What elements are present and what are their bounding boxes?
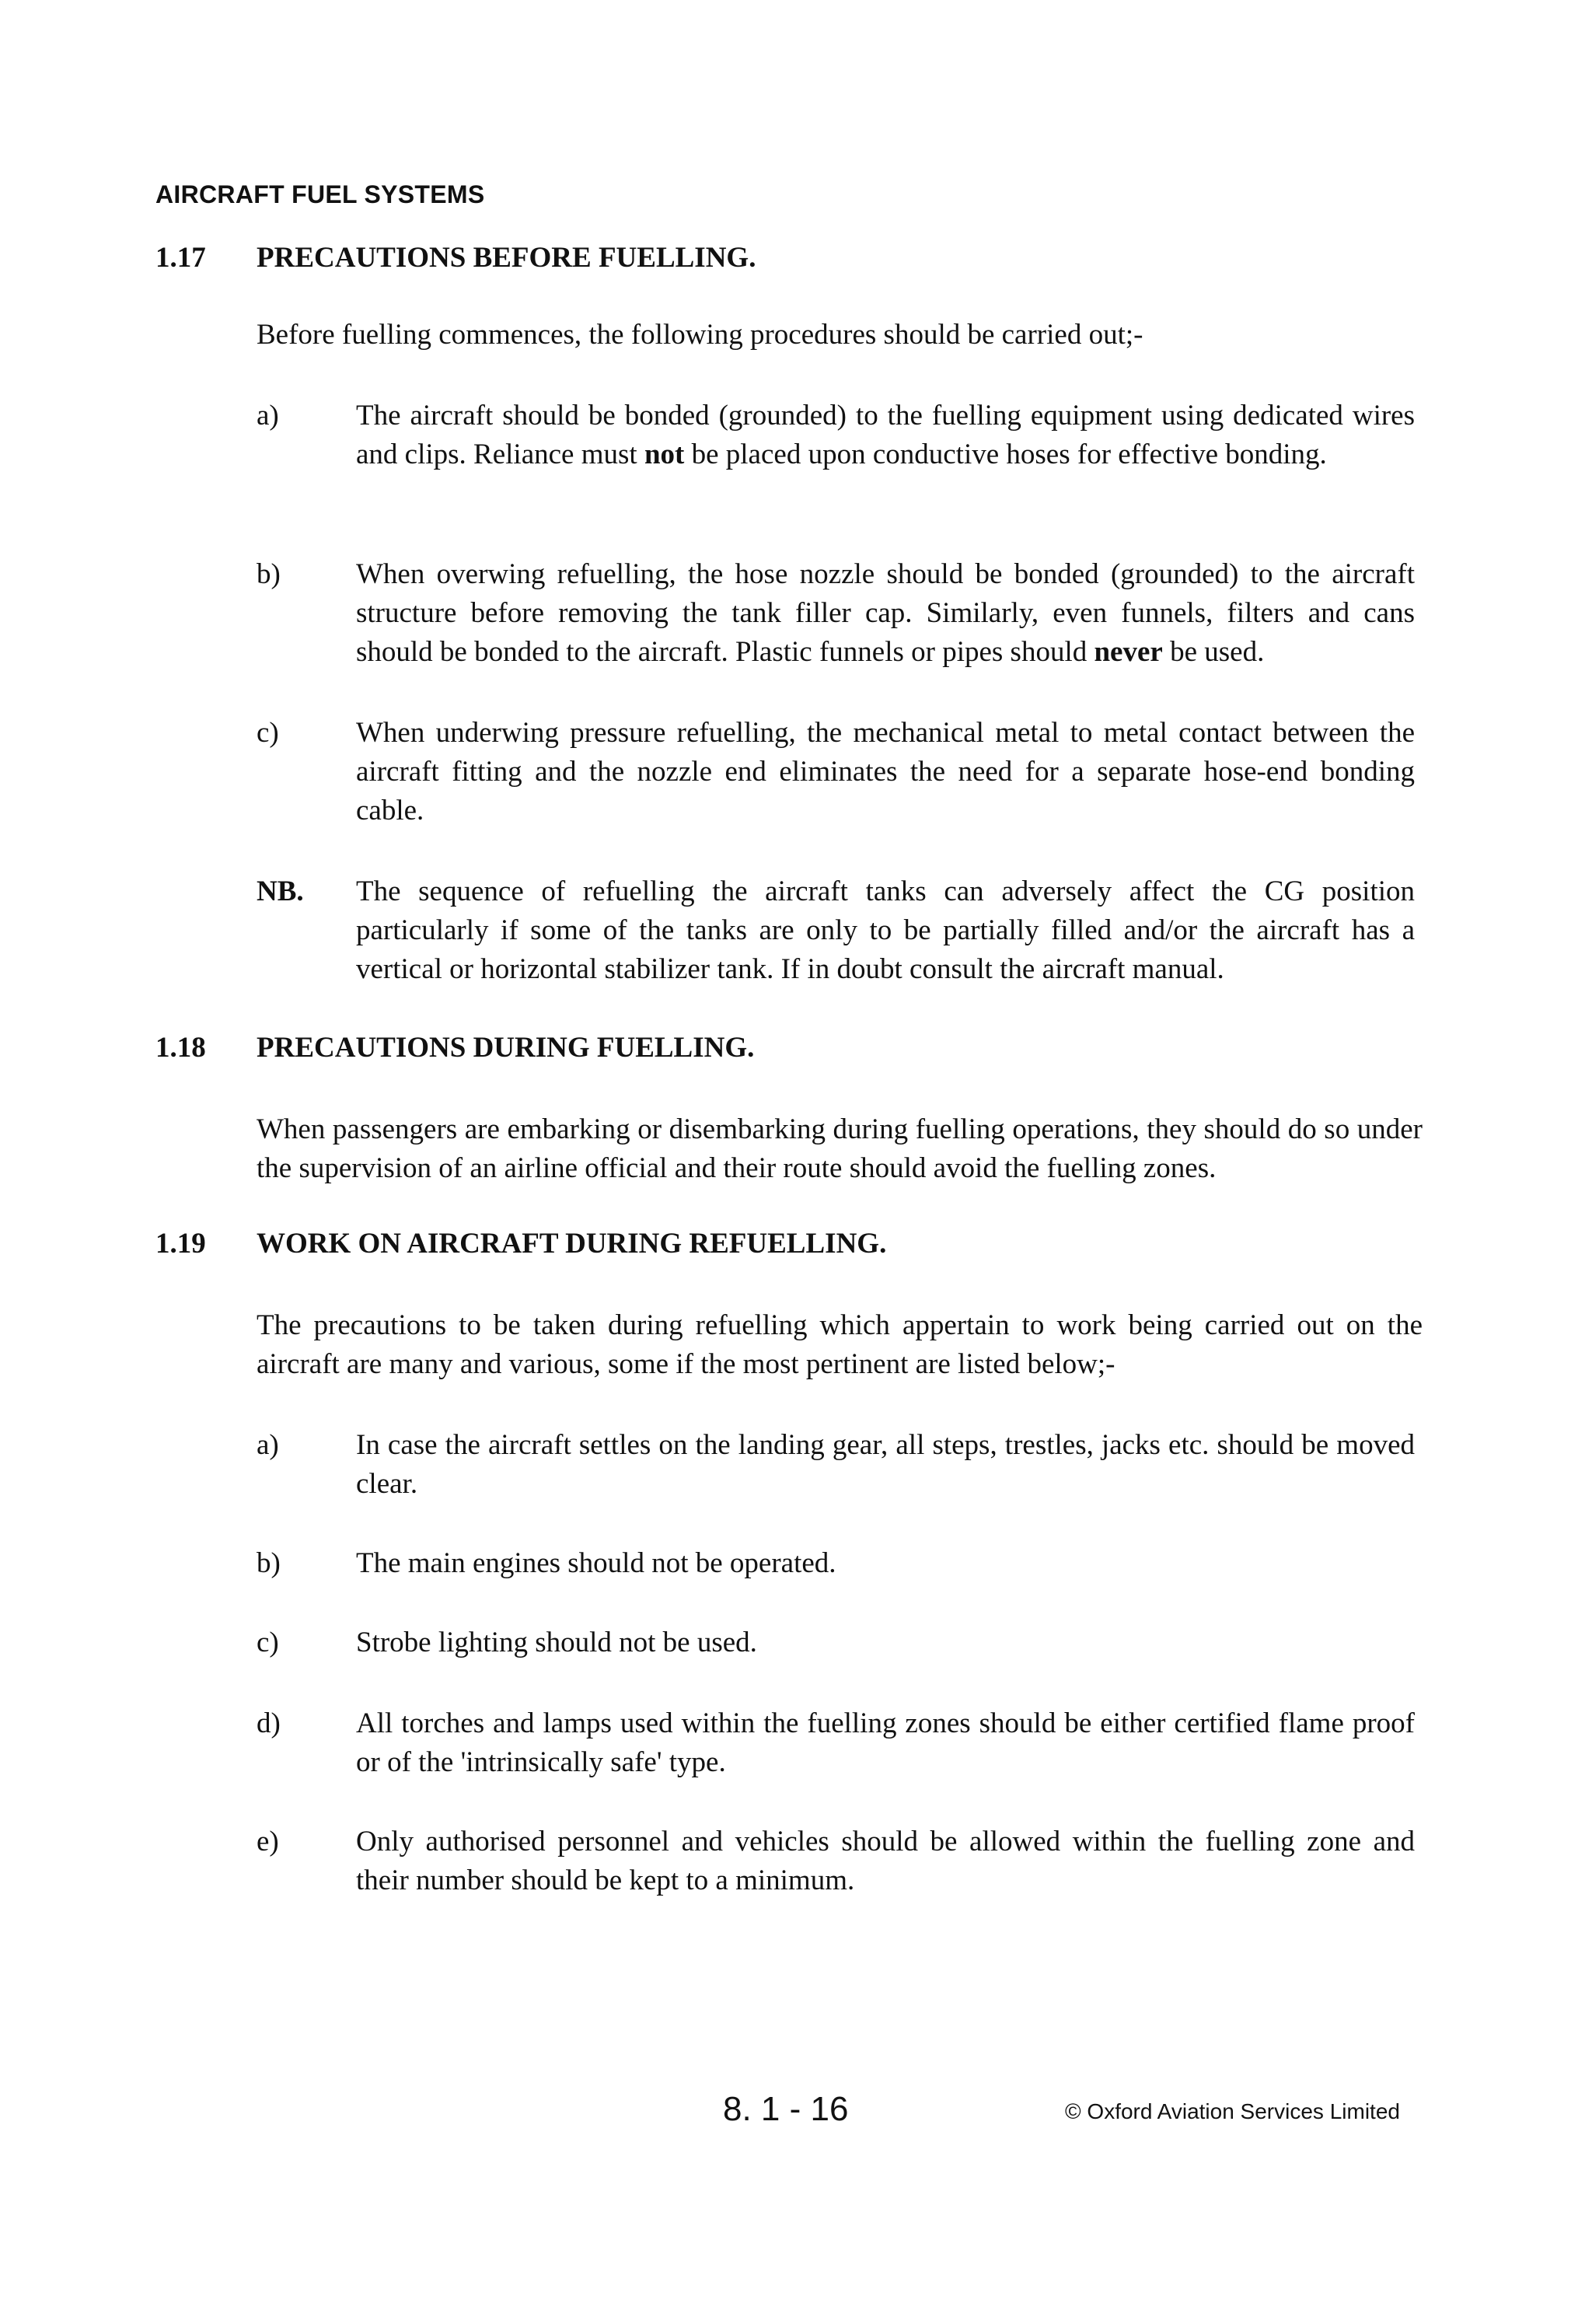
list-item-text: Only authorised personnel and vehicles should be allowed within the fuelling zone and their number should be kept to a minimum. bbox=[356, 1826, 1415, 1896]
emphasis: not bbox=[644, 439, 685, 470]
list-item-label: a) bbox=[257, 400, 279, 432]
section-title: PRECAUTIONS BEFORE FUELLING. bbox=[257, 242, 756, 274]
section-title: WORK ON AIRCRAFT DURING REFUELLING. bbox=[257, 1228, 887, 1260]
section-body: When passengers are embarking or disembarking during fuelling operations, they should do so under the supervision of an airline official and their route should avoid the fuelling zones. bbox=[257, 1113, 1423, 1184]
list-item-label: c) bbox=[257, 717, 279, 749]
copyright-notice: © Oxford Aviation Services Limited bbox=[1065, 2099, 1400, 2123]
list-item-text: All torches and lamps used within the fuelling zones should be either certified flame proof or of the 'intrinsically safe' type. bbox=[356, 1707, 1415, 1778]
page-number: 8. 1 - 16 bbox=[723, 2090, 849, 2128]
note-text: The sequence of refuelling the aircraft tanks can adversely affect the CG position particularly if some of the tanks are only to be partially filled and/or the aircraft has a vertical or horizontal stabilizer tank. If in doubt consult the aircraft manual. bbox=[356, 875, 1415, 985]
list-item-text: Strobe lighting should not be used. bbox=[356, 1627, 757, 1658]
list-item-text: The aircraft should be bonded (grounded) to the fuelling equipment using dedicated wires and clips. Reliance must not be placed upon conductive hoses for effective bonding. bbox=[356, 400, 1415, 470]
section-intro: The precautions to be taken during refuelling which appertain to work being carried out on the aircraft are many and various, some if the most pertinent are listed below;- bbox=[257, 1309, 1423, 1380]
list-item-label: b) bbox=[257, 1547, 281, 1579]
list-item-label: d) bbox=[257, 1707, 281, 1739]
section-number: 1.18 bbox=[155, 1032, 206, 1064]
list-item-text: In case the aircraft settles on the landing gear, all steps, trestles, jacks etc. should be moved clear. bbox=[356, 1429, 1415, 1500]
emphasis: never bbox=[1094, 636, 1163, 668]
document-header: AIRCRAFT FUEL SYSTEMS bbox=[155, 180, 485, 208]
list-item-label: e) bbox=[257, 1826, 279, 1857]
list-item-label: a) bbox=[257, 1429, 279, 1461]
note-label: NB. bbox=[257, 875, 304, 907]
section-number: 1.19 bbox=[155, 1228, 206, 1260]
section-title: PRECAUTIONS DURING FUELLING. bbox=[257, 1032, 755, 1064]
list-item-text: The main engines should not be operated. bbox=[356, 1547, 836, 1579]
list-item-text: When overwing refuelling, the hose nozzle should be bonded (grounded) to the aircraft structure before removing the tank filler cap. Similarly, even funnels, filters and cans should be bonded to the aircraft. Plastic funnels or pipes should never be used. bbox=[356, 558, 1415, 668]
section-intro: Before fuelling commences, the following procedures should be carried out;- bbox=[257, 319, 1143, 351]
list-item-label: b) bbox=[257, 558, 281, 590]
list-item-label: c) bbox=[257, 1627, 279, 1658]
section-number: 1.17 bbox=[155, 242, 206, 274]
list-item-text: When underwing pressure refuelling, the mechanical metal to metal contact between the aircraft fitting and the nozzle end eliminates the need for a separate hose-end bonding cable. bbox=[356, 717, 1415, 827]
